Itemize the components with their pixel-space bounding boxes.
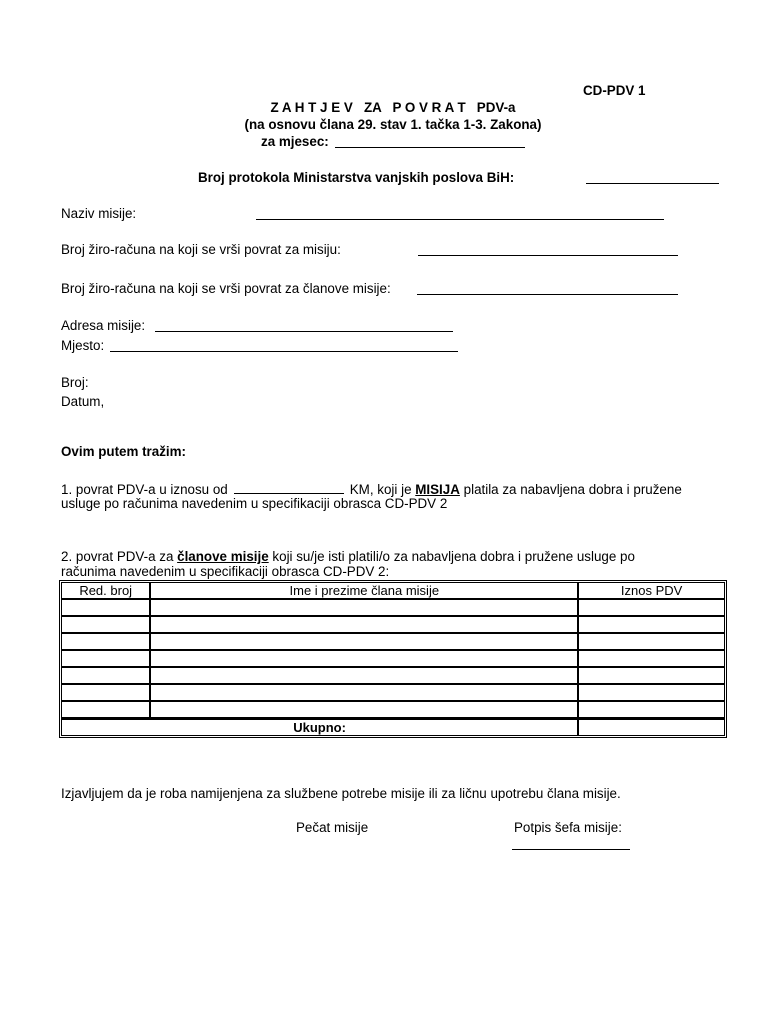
address-label: Adresa misije:	[61, 318, 146, 333]
cell-vat-amount[interactable]	[578, 684, 725, 701]
declaration-text: Izjavljujem da je roba namijenjena za službene potrebe misije ili za ličnu upotrebu člana misije.	[61, 786, 621, 801]
table-row	[61, 701, 725, 718]
amount-field-line[interactable]	[234, 481, 344, 494]
account-mission-field-line[interactable]	[418, 255, 678, 256]
form-title: Z A H T J E V ZA P O V R A T PDV-a	[270, 100, 516, 115]
account-members-label: Broj žiro-računa na koji se vrši povrat za članove misije:	[61, 281, 391, 296]
cell-vat-amount[interactable]	[578, 701, 725, 718]
request-heading: Ovim putem tražim:	[61, 444, 187, 459]
cell-vat-amount[interactable]	[578, 650, 725, 667]
cell-row-number[interactable]	[61, 633, 150, 650]
protocol-label: Broj protokola Ministarstva vanjskih poslova BiH:	[198, 170, 515, 185]
item2-text-b: koji su/je isti platili/o za nabavljena dobra i pružene usluge po	[272, 549, 635, 564]
members-vat-table	[59, 580, 727, 738]
cell-row-number[interactable]	[61, 599, 150, 616]
header-member-name: Ime i prezime člana misije	[150, 582, 578, 599]
cell-row-number[interactable]	[61, 650, 150, 667]
month-label: za mjesec:	[261, 134, 329, 149]
cell-member-name[interactable]	[150, 633, 578, 650]
item1-mission-emphasis: MISIJA	[415, 482, 460, 497]
signature-label: Potpis šefa misije:	[514, 820, 622, 835]
address-field-line[interactable]	[155, 331, 453, 332]
request-item-2-line-2: računima navedenim u specifikaciji obrasca CD-PDV 2:	[61, 564, 390, 579]
account-mission-label: Broj žiro-računa na koji se vrši povrat za misiju:	[61, 242, 341, 257]
cell-vat-amount[interactable]	[578, 599, 725, 616]
cell-member-name[interactable]	[150, 650, 578, 667]
stamp-label: Pečat misije	[296, 820, 369, 835]
cell-vat-amount[interactable]	[578, 616, 725, 633]
protocol-field-line[interactable]	[586, 183, 719, 184]
table-row	[61, 650, 725, 667]
item2-text-a: 2. povrat PDV-a za	[61, 549, 174, 564]
account-members-field-line[interactable]	[417, 294, 678, 295]
header-row-number: Red. broj	[61, 582, 150, 599]
cell-member-name[interactable]	[150, 599, 578, 616]
table-row	[61, 667, 725, 684]
form-subtitle: (na osnovu člana 29. stav 1. tačka 1-3. Zakona)	[244, 117, 542, 132]
request-item-2-line-1	[61, 549, 635, 565]
table-row	[61, 599, 725, 616]
item1-text-c: platila za nabavljena dobra i pružene	[463, 482, 682, 497]
cell-row-number[interactable]	[61, 701, 150, 718]
cell-vat-amount[interactable]	[578, 667, 725, 684]
item1-text-a: 1. povrat PDV-a u iznosu od	[61, 482, 228, 497]
item1-text-b: KM, koji je	[349, 482, 412, 497]
item2-members-emphasis: članove misije	[177, 549, 269, 564]
header-vat-amount: Iznos PDV	[578, 582, 725, 599]
cell-member-name[interactable]	[150, 616, 578, 633]
place-label: Mjesto:	[61, 338, 105, 353]
mission-name-field-line[interactable]	[256, 219, 664, 220]
cell-member-name[interactable]	[150, 667, 578, 684]
cell-row-number[interactable]	[61, 684, 150, 701]
mission-name-label: Naziv misije:	[61, 206, 137, 221]
month-field-line[interactable]	[335, 147, 525, 148]
table-row	[61, 616, 725, 633]
cell-member-name[interactable]	[150, 701, 578, 718]
cell-member-name[interactable]	[150, 684, 578, 701]
place-field-line[interactable]	[110, 351, 458, 352]
form-code: CD-PDV 1	[583, 83, 646, 98]
date-label: Datum,	[61, 394, 105, 409]
request-item-1-line-2: usluge po računima navedenim u specifikaciji obrasca CD-PDV 2	[61, 496, 448, 511]
cell-vat-amount[interactable]	[578, 633, 725, 650]
number-label: Broj:	[61, 375, 89, 390]
signature-field-line[interactable]	[512, 849, 630, 850]
table-header-row	[61, 582, 725, 599]
table-row	[61, 684, 725, 701]
total-amount-cell[interactable]	[578, 718, 725, 736]
cell-row-number[interactable]	[61, 616, 150, 633]
table-total-row	[61, 718, 725, 736]
total-label: Ukupno:	[61, 718, 578, 736]
table-row	[61, 633, 725, 650]
cell-row-number[interactable]	[61, 667, 150, 684]
